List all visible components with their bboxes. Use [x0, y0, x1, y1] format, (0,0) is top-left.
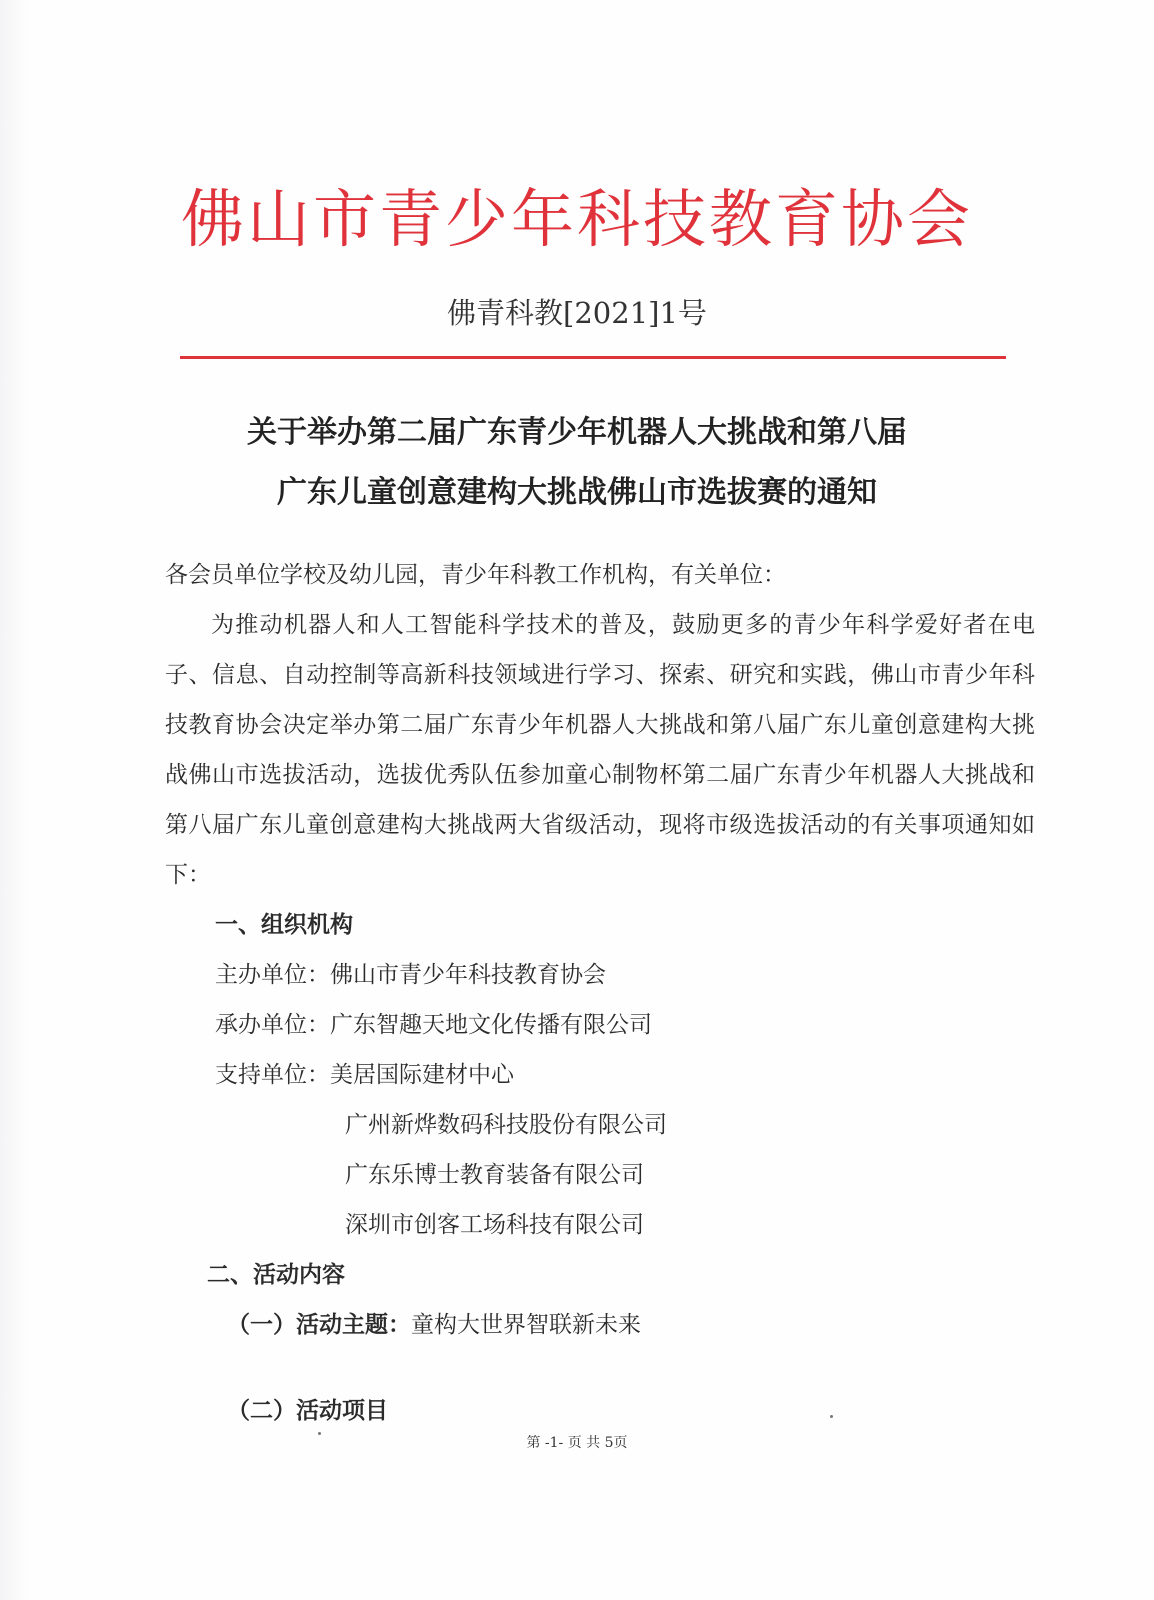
organizer-unit: 承办单位：广东智趣天地文化传播有限公司 — [215, 1012, 652, 1038]
salutation: 各会员单位学校及幼儿园，青少年科教工作机构，有关单位： — [165, 562, 786, 588]
host-unit: 主办单位：佛山市青少年科技教育协会 — [215, 962, 606, 988]
scan-speck — [830, 1415, 833, 1418]
title-line-2: 广东儿童创意建构大挑战佛山市选拔赛的通知 — [277, 475, 877, 510]
page-indicator: 第 -1- 页 共 5页 — [526, 1435, 628, 1451]
activity-theme — [165, 1300, 1035, 1350]
document-title — [0, 403, 1154, 523]
intro-paragraph: 为推动机器人和人工智能科学技术的普及，鼓励更多的青少年科学爱好者在电子、信息、自动控制等高新科技领域进行学习、探索、研究和实践，佛山市青少年科技教育协会决定举办第二届广东青少年机器人大挑战和第八届广东儿童创意建构大挑战佛山市选拔活动，选拔优秀队伍参加童心制物杯第二届广东青少年机器人大挑战和第八届广东儿童创意建构大挑战两大省级活动，现将市级选拔活动的有关事项通知如下： — [165, 612, 1035, 888]
spacer — [165, 1350, 1035, 1386]
organization-letterhead: 佛山市青少年科技教育协会 — [181, 183, 973, 256]
activity-theme-label: （一）活动主题： — [227, 1312, 411, 1338]
document-number: 佛青科教[2021]1号 — [447, 296, 707, 330]
supporter-unit-2: 广州新烨数码科技股份有限公司 — [345, 1112, 667, 1138]
activity-items-label: （二）活动项目 — [227, 1398, 388, 1424]
supporter-unit-3: 广东乐博士教育装备有限公司 — [345, 1162, 644, 1188]
supporter-unit: 支持单位：美居国际建材中心 — [215, 1062, 514, 1088]
document-body — [165, 550, 1035, 1436]
title-line-1: 关于举办第二届广东青少年机器人大挑战和第八届 — [247, 415, 907, 450]
section-1-heading: 一、组织机构 — [215, 912, 353, 938]
supporter-unit-4: 深圳市创客工场科技有限公司 — [345, 1212, 644, 1238]
section-2-heading: 二、活动内容 — [207, 1262, 345, 1288]
letterhead-red-rule — [180, 356, 1006, 359]
activity-theme-value: 童构大世界智联新未来 — [411, 1312, 641, 1338]
